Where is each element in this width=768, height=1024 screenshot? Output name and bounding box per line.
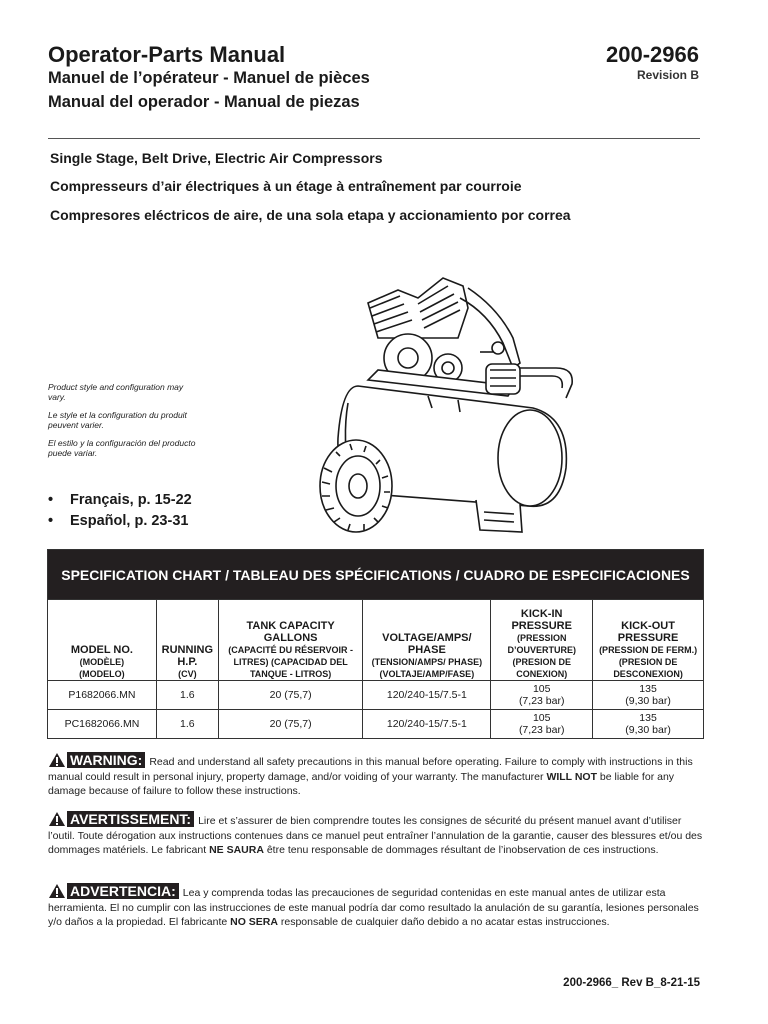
warning-label: AVERTISSEMENT: bbox=[67, 811, 194, 827]
warning-french bbox=[48, 811, 704, 858]
product-line-english: Single Stage, Belt Drive, Electric Air Compressors bbox=[50, 150, 383, 166]
cell-model: PC1682066.MN bbox=[48, 710, 157, 739]
warning-english bbox=[48, 752, 704, 799]
cell-kick-in bbox=[491, 710, 593, 739]
bullet: • bbox=[48, 513, 54, 529]
product-line-spanish: Compresores eléctricos de aire, de una sola etapa y accionamiento por correa bbox=[50, 207, 571, 223]
specification-table bbox=[47, 549, 704, 739]
bullet: • bbox=[48, 492, 54, 508]
footer-document-code: 200-2966_ Rev B_8-21-15 bbox=[563, 977, 700, 989]
note-spanish: El estilo y la configuración del producto puede variar. bbox=[48, 438, 196, 458]
kick-in-psi: 105 bbox=[532, 683, 551, 695]
header-main: VOLTAGE/AMPS/ PHASE bbox=[382, 632, 472, 656]
warning-triangle-icon bbox=[48, 883, 66, 899]
header-sub: (MODÈLE) (MODELO) bbox=[79, 657, 125, 679]
language-index bbox=[48, 490, 192, 532]
warning-label: ADVERTENCIA: bbox=[67, 883, 179, 899]
warning-text: Lire et s’assurer de bien comprendre toutes les consignes de sécurité du présent manuel avant d’utiliser l’outil. Toute dérogation aux instructions contenues dans ce manuel peut entraîner l’annulation de la garantie, causer des blessures et/ou des dommages matériels. Le fabricant bbox=[48, 815, 703, 856]
warning-emphasis: WILL NOT bbox=[546, 770, 597, 783]
header-voltage bbox=[363, 600, 491, 681]
kick-out-bar: (9,30 bar) bbox=[625, 695, 671, 707]
product-line-french: Compresseurs d’air électriques à un étage à entraînement par courroie bbox=[50, 178, 522, 194]
warning-text-end: be liable for any damage because of failure to follow these instructions. bbox=[48, 770, 675, 797]
cell-tank: 20 (75,7) bbox=[218, 681, 363, 710]
header-tank bbox=[218, 600, 363, 681]
header-main: KICK-IN PRESSURE bbox=[511, 608, 572, 632]
manual-title-english: Operator-Parts Manual bbox=[48, 42, 286, 67]
warning-triangle-icon bbox=[48, 811, 66, 827]
cell-voltage: 120/240-15/7.5-1 bbox=[363, 710, 491, 739]
header-main: MODEL NO. bbox=[70, 644, 133, 656]
header-sub: (PRESSION DE FERM.) (PRESION DE DESCONEXION) bbox=[599, 645, 698, 679]
header-main: KICK-OUT PRESSURE bbox=[617, 620, 679, 644]
manual-title-french: Manuel de l’opérateur - Manuel de pièces bbox=[48, 69, 370, 87]
warning-emphasis: NE SAURA bbox=[209, 844, 264, 856]
warning-spanish bbox=[48, 883, 704, 930]
kick-out-bar: (9,30 bar) bbox=[625, 724, 671, 736]
warning-triangle-icon bbox=[48, 752, 66, 768]
kick-in-bar: (7,23 bar) bbox=[518, 695, 565, 707]
table-row bbox=[48, 710, 704, 739]
document-number: 200-2966 bbox=[606, 42, 699, 67]
kick-in-bar: (7,23 bar) bbox=[518, 724, 565, 736]
cell-tank: 20 (75,7) bbox=[218, 710, 363, 739]
header-main: TANK CAPACITY GALLONS bbox=[246, 620, 335, 644]
warning-emphasis: NO SERA bbox=[230, 916, 278, 928]
warning-text: Lea y comprenda todas las precauciones de seguridad contenidas en este manual antes de utilizar esta herramienta. El no cumplir con las instrucciones de este manual podría dar como resultado la anulación de su garantía, lesiones personales y/o daños a la propiedad. El fabricante bbox=[48, 887, 699, 928]
cell-kick-in bbox=[491, 681, 593, 710]
kick-out-psi: 135 bbox=[639, 712, 657, 724]
language-item-label: Français, p. 15-22 bbox=[70, 492, 192, 508]
kick-in-psi: 105 bbox=[532, 712, 551, 724]
cell-hp: 1.6 bbox=[156, 710, 218, 739]
warning-label: WARNING: bbox=[67, 752, 145, 768]
note-english: Product style and configuration may vary. bbox=[48, 382, 184, 402]
header-divider bbox=[48, 138, 700, 139]
cell-kick-out bbox=[593, 681, 704, 710]
cell-voltage: 120/240-15/7.5-1 bbox=[363, 681, 491, 710]
language-item-label: Español, p. 23-31 bbox=[70, 513, 189, 529]
cell-hp: 1.6 bbox=[156, 681, 218, 710]
warning-text-end: être tenu responsable de dommages résultant de l’inobservation de ces instructions. bbox=[263, 844, 659, 856]
header-main: RUNNING H.P. bbox=[161, 644, 214, 668]
manual-title-spanish: Manual del operador - Manual de piezas bbox=[48, 93, 360, 111]
header-kick-in bbox=[491, 600, 593, 681]
header-sub: (CV) bbox=[178, 669, 197, 679]
header-sub: (TENSION/AMPS/ PHASE) (VOLTAJE/AMP/FASE) bbox=[371, 657, 483, 679]
revision-label: Revision B bbox=[636, 68, 699, 82]
cell-model: P1682066.MN bbox=[48, 681, 157, 710]
header-kick-out bbox=[593, 600, 704, 681]
kick-out-psi: 135 bbox=[639, 683, 657, 695]
cell-kick-out bbox=[593, 710, 704, 739]
specification-table-title: SPECIFICATION CHART / TABLEAU DES SPÉCIFICATIONS / CUADRO DE ESPECIFICACIONES bbox=[48, 550, 704, 600]
warning-text-end: responsable de cualquier daño debido a no acatar estas instrucciones. bbox=[277, 916, 610, 928]
warning-text: Read and understand all safety precautions in this manual before operating. Failure to comply with instructions in this manual could result in personal injury, property damage, and/or voiding of your warranty. The manufacturer bbox=[48, 756, 693, 783]
header-model bbox=[48, 600, 157, 681]
air-compressor-illustration bbox=[308, 268, 584, 540]
language-item-french bbox=[48, 490, 192, 511]
header-sub: (CAPACITÉ DU RÉSERVOIR - LITRES) (CAPACIDAD DEL TANQUE - LITROS) bbox=[228, 645, 353, 679]
note-french: Le style et la configuration du produit peuvent varier. bbox=[48, 410, 187, 430]
header-sub: (PRESSION D’OUVERTURE) (PRESION DE CONEXION) bbox=[507, 633, 576, 679]
table-row bbox=[48, 681, 704, 710]
header-hp bbox=[156, 600, 218, 681]
language-item-spanish bbox=[48, 511, 192, 532]
